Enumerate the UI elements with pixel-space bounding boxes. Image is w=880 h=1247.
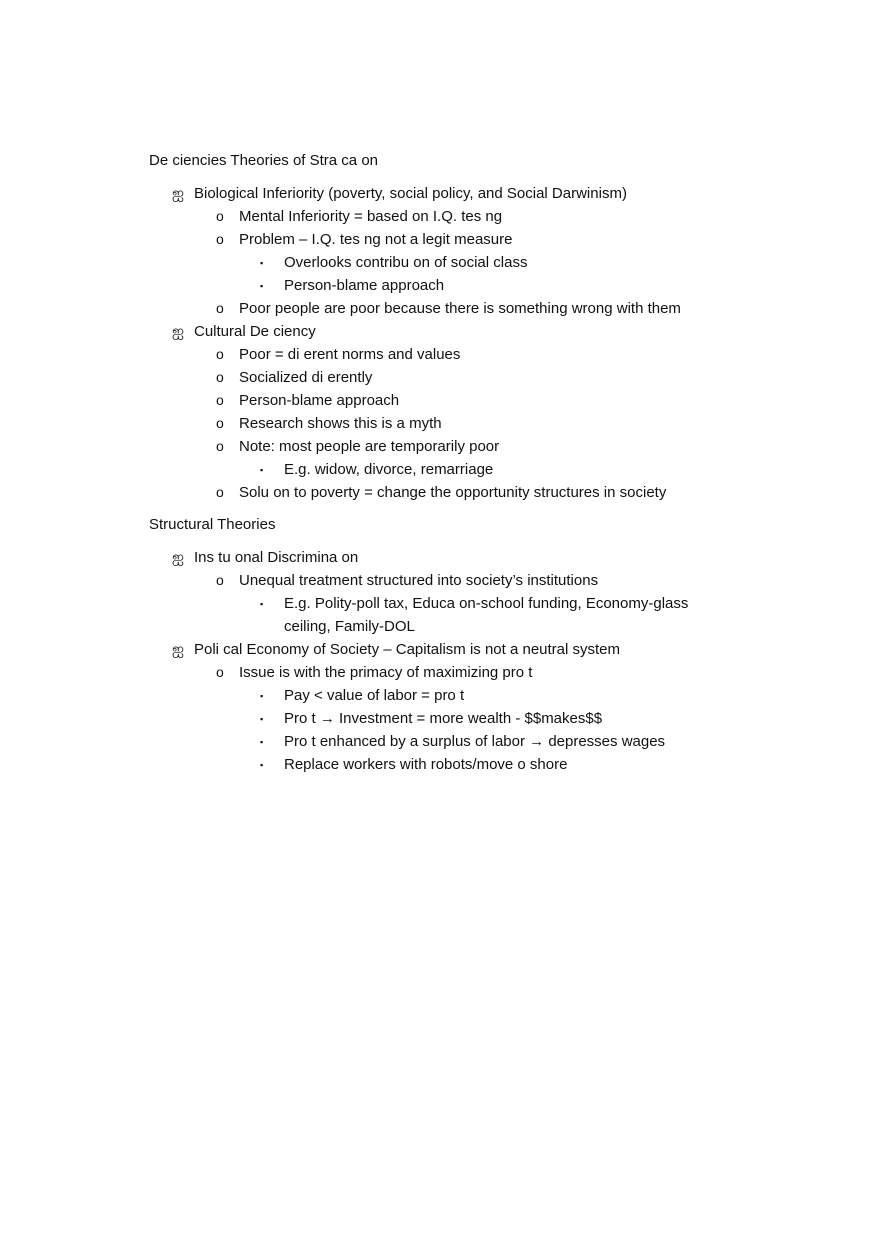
list-item — [260, 251, 744, 274]
list-item-text: Poli cal Economy of Society – Capitalism is not a neutral system — [194, 641, 621, 658]
bullet-icon: o — [216, 346, 224, 362]
bullet-icon: ▪ — [260, 691, 264, 701]
bullet-icon: o — [216, 438, 224, 454]
list-item — [216, 366, 849, 389]
bullet-icon: ▪ — [260, 465, 264, 475]
list-item — [172, 320, 854, 343]
list-item-text: Person-blame approach — [239, 392, 400, 409]
list-item-text: Solu on to poverty = change the opportunity structures in society — [239, 484, 667, 501]
bullet-icon: o — [216, 369, 224, 385]
list-item — [172, 182, 854, 205]
list-item — [260, 707, 744, 730]
bullet-icon: ஐ — [172, 185, 185, 202]
section-heading-structural: Structural Theories — [149, 516, 276, 533]
list-item — [216, 412, 849, 435]
list-item-text: E.g. widow, divorce, remarriage — [284, 461, 494, 478]
bullet-icon: o — [216, 300, 224, 316]
list-item-text: Problem – I.Q. tes ng not a legit measure — [239, 231, 513, 248]
bullet-icon: ▪ — [260, 737, 264, 747]
list-item-text: Overlooks contribu on of social class — [284, 254, 528, 271]
list-item-text: Mental Inferiority = based on I.Q. tes ng — [239, 208, 503, 225]
list-item — [216, 389, 849, 412]
list-item-text: E.g. Polity-poll tax, Educa on-school funding, Economy-glass ceiling, Family-DOL — [284, 595, 689, 635]
list-item-text: Ins tu onal Discrimina on — [194, 549, 359, 566]
list-item — [216, 661, 849, 684]
list-item — [172, 638, 854, 661]
list-item-text: Biological Inferiority (poverty, social policy, and Social Darwinism) — [194, 185, 627, 202]
list-item-text: Cultural De ciency — [194, 323, 316, 340]
list-item-text: Unequal treatment structured into society’s institutions — [239, 572, 599, 589]
list-item-text: Pro t enhanced by a surplus of labor → depresses wages — [284, 733, 666, 750]
list-item-text: Replace workers with robots/move o shore — [284, 756, 568, 773]
list-item — [172, 546, 854, 569]
bullet-icon: ▪ — [260, 760, 264, 770]
list-item-text: Pro t → Investment = more wealth - $$makes$$ — [284, 710, 603, 727]
bullet-icon: ▪ — [260, 714, 264, 724]
list-item — [216, 481, 849, 504]
list-item — [260, 684, 744, 707]
bullet-icon: o — [216, 415, 224, 431]
list-item — [260, 592, 724, 638]
bullet-icon: ▪ — [260, 258, 264, 268]
list-item-text: Issue is with the primacy of maximizing pro t — [239, 664, 533, 681]
list-item — [260, 730, 744, 753]
list-item-text: Research shows this is a myth — [239, 415, 442, 432]
bullet-icon: o — [216, 392, 224, 408]
bullet-icon: o — [216, 231, 224, 247]
bullet-icon: o — [216, 572, 224, 588]
list-item — [216, 205, 849, 228]
bullet-icon: ▪ — [260, 599, 264, 609]
bullet-icon: ஐ — [172, 549, 185, 566]
list-item — [216, 569, 849, 592]
list-item-text: Person-blame approach — [284, 277, 445, 294]
bullet-icon: ▪ — [260, 281, 264, 291]
list-item — [216, 297, 849, 320]
list-item — [260, 274, 744, 297]
list-item-text: Poor = di erent norms and values — [239, 346, 461, 363]
bullet-icon: ஐ — [172, 641, 185, 658]
list-item — [260, 458, 744, 481]
list-item-text: Socialized di erently — [239, 369, 373, 386]
bullet-icon: ஐ — [172, 323, 185, 340]
list-item-text: Pay < value of labor = pro t — [284, 687, 465, 704]
bullet-icon: o — [216, 208, 224, 224]
bullet-icon: o — [216, 664, 224, 680]
list-item — [216, 435, 849, 458]
bullet-icon: o — [216, 484, 224, 500]
list-item-text: Poor people are poor because there is something wrong with them — [239, 300, 681, 317]
list-item — [260, 753, 744, 776]
list-item — [216, 228, 849, 251]
list-item-text: Note: most people are temporarily poor — [239, 438, 500, 455]
list-item — [216, 343, 849, 366]
section-heading-deficiency: De ciencies Theories of Stra ca on — [149, 152, 379, 169]
